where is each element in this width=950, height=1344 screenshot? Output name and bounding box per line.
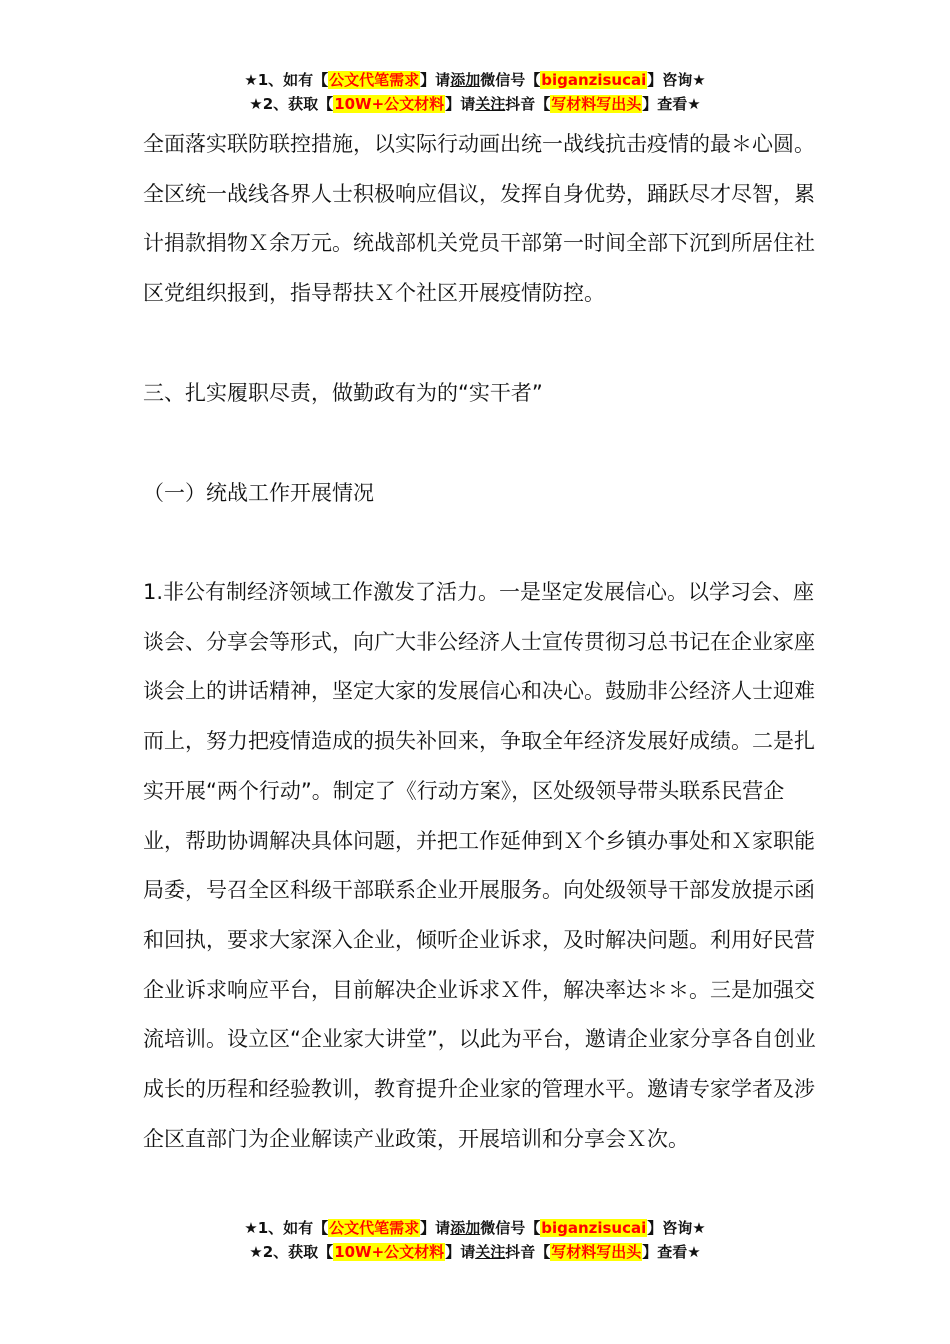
footer-banner	[0, 1216, 950, 1264]
banner-text: 】咨询★	[647, 1219, 706, 1237]
header-banner	[0, 68, 950, 116]
banner-underline: 添加	[450, 1219, 481, 1237]
banner-line-1	[0, 1216, 950, 1240]
body-paragraph-1	[143, 120, 823, 319]
banner-underline: 关注	[475, 1243, 506, 1261]
banner-highlight: 写材料写出头	[551, 1243, 642, 1261]
banner-line-2	[0, 1240, 950, 1264]
banner-highlight: 公文代笔需求	[329, 71, 420, 89]
body-paragraph-2	[143, 568, 823, 1164]
banner-text: ★2、获取【	[249, 1243, 334, 1261]
banner-text: 】查看★	[642, 95, 701, 113]
banner-text: ★1、如有【	[244, 71, 329, 89]
banner-line-1	[0, 68, 950, 92]
banner-text: ★1、如有【	[244, 1219, 329, 1237]
banner-highlight: biganzisucai	[541, 1219, 647, 1237]
section-heading: 三、扎实履职尽责，做勤政有为的“实干者”	[143, 381, 543, 405]
banner-text: 】请	[420, 1219, 451, 1237]
banner-highlight: 10W+公文材料	[334, 95, 445, 113]
banner-underline: 关注	[475, 95, 506, 113]
banner-text: 】请	[445, 95, 476, 113]
banner-text: 】请	[420, 71, 451, 89]
subsection-heading: （一）统战工作开展情况	[143, 481, 374, 505]
banner-line-2	[0, 92, 950, 116]
banner-text: 微信号【	[480, 71, 541, 89]
paragraph-text: 全面落实联防联控措施，以实际行动画出统一战线抗击疫情的最＊心圆。全区统一战线各界人士积极响应倡议，发挥自身优势，踊跃尽才尽智，累计捐款捐物Ｘ余万元。统战部机关党员干部第一时间全部下沉到所居住社区党组织报到，指导帮扶Ｘ个社区开展疫情防控。	[143, 132, 815, 306]
paragraph-text: 1.非公有制经济领域工作激发了活力。一是坚定发展信心。以学习会、座谈会、分享会等形式，向广大非公经济人士宣传贯彻习总书记在企业家座谈会上的讲话精神，坚定大家的发展信心和决心。鼓励非公经济人士迎难而上，努力把疫情造成的损失补回来，争取全年经济发展好成绩。二是扎实开展“两个行动”。制定了《行动方案》，区处级领导带头联系民营企业，帮助协调解决具体问题，并把工作延伸到Ｘ个乡镇办事处和Ｘ家职能局委，号召全区科级干部联系企业开展服务。向处级领导干部发放提示函和回执，要求大家深入企业，倾听企业诉求，及时解决问题。利用好民营企业诉求响应平台，目前解决企业诉求Ｘ件，解决率达＊＊。三是加强交流培训。设立区“企业家大讲堂”，以此为平台，邀请企业家分享各自创业成长的历程和经验教训，教育提升企业家的管理水平。邀请专家学者及涉企区直部门为企业解读产业政策，开展培训和分享会Ｘ次。	[143, 580, 816, 1151]
banner-text: ★2、获取【	[249, 95, 334, 113]
banner-text: 抖音【	[505, 95, 551, 113]
banner-text: 】查看★	[642, 1243, 701, 1261]
banner-highlight: 10W+公文材料	[334, 1243, 445, 1261]
banner-highlight: biganzisucai	[541, 71, 647, 89]
banner-highlight: 公文代笔需求	[329, 1219, 420, 1237]
banner-text: 微信号【	[480, 1219, 541, 1237]
banner-text: 】咨询★	[647, 71, 706, 89]
banner-highlight: 写材料写出头	[551, 95, 642, 113]
banner-underline: 添加	[450, 71, 481, 89]
banner-text: 抖音【	[505, 1243, 551, 1261]
banner-text: 】请	[445, 1243, 476, 1261]
